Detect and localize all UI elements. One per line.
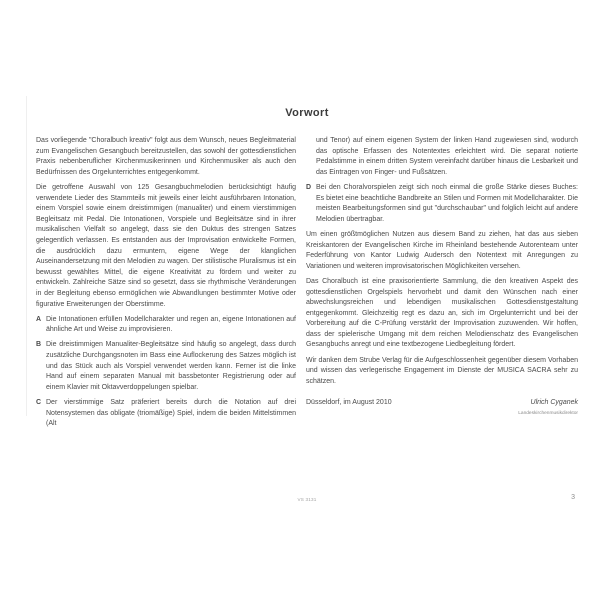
signoff-name: Ulrich Cyganek	[530, 399, 578, 407]
signoff-place-date: Düsseldorf, im August 2010	[306, 399, 392, 407]
list-item-a	[36, 315, 296, 336]
paragraph-intro: Das vorliegende "Choralbuch kreativ" folgt aus dem Wunsch, neues Begleitmaterial zum Evangelischen Gesangbuch bereitzustellen, das sowohl der gottesdienstlichen Praxis nebenberuflicher Kirchenmusikerinnen und Kirchenmusiker als auch den Bedürfnissen des Orgelunterrichtes entgegenkommt.	[36, 137, 296, 176]
signoff-row	[306, 398, 578, 418]
list-item-d	[306, 183, 578, 225]
left-column	[36, 136, 296, 434]
paragraph-purpose: Das Choralbuch ist eine praxisorientierte Sammlung, die den kreativen Aspekt des gottesdienstlichen Orgelspiels hervorhebt und damit den Wünschen nach einer abwechslungsreichen und lebendigen musikalischen Gottesdienstgestaltung entgegenkommt. Gleichzeitig regt es dazu an, sich im Orgelunterricht und bei der Vorbereitung auf die C-Prüfung verstärkt der Improvisation zuzuwenden. Wir hoffen, dass der spielerische Umgang mit dem reichen Melodienschatz des Evangelischen Gesangbuchs anregt und eine textbezogene Liedbegleitung fördert.	[306, 277, 578, 349]
list-item-text: Der vierstimmige Satz präferiert bereits durch die Notation auf drei Notensystemen das obligate (triomäßige) Spiel, indem die beiden Mittelstimmen (Alt	[46, 399, 296, 428]
paragraph-selection: Die getroffene Auswahl von 125 Gesangbuchmelodien berücksichtigt häufig verwendete Lieder des Stammteils mit jeweils einer leicht ausführbaren Intonation, einem Vorspiel sowie einem dreistimmigen (manualiter) und einem vierstimmigen Begleitsatz mit Pedal. Die Intonationen, Vorspiele und Begleitsätze sind in ihrer musikalischen Vielfalt so angelegt, dass sie den Duktus des strengen Satzes gelegentlich verlassen. Es entstanden aus der Improvisation entwickelte Formen, die ausdrücklich dazu ermuntern, eigene Wege der klanglichen Auseinandersetzung mit den Melodien zu wagen. Der stilistische Pluralismus ist ein bewusst gewähltes Mittel, die eigene Kreativität zu fördern und weiter zu entwickeln. Zahlreiche Sätze sind so gesetzt, dass sie rhythmische Veränderungen in der Begleitung ebenso ermöglichen wie Abwandlungen bestimmter Motive oder figurative Erweiterungen der Oberstimme.	[36, 183, 296, 308]
page-number: 3	[571, 494, 575, 501]
two-column-text	[36, 136, 578, 434]
right-column	[306, 136, 578, 434]
paragraph-thanks: Wir danken dem Strube Verlag für die Aufgeschlossenheit gegenüber diesem Vorhaben und wissen das verlegerische Engagement im Dienste der MUSICA SACRA sehr zu schätzen.	[306, 356, 578, 385]
list-item-label: B	[36, 341, 42, 349]
page-edge-shadow	[26, 96, 27, 416]
paragraph-continuation: und Tenor) auf einem eigenen System der linken Hand zugewiesen sind, wodurch das optische Erfassen des Notentextes erleichtert wird. Die separat notierte Pedalstimme in einem dritten System vereinfacht darüber hinaus die Lesbarkeit und das Eintragen von Finger- und Fußsätzen.	[316, 137, 578, 176]
list-item-text: Die Intonationen erfüllen Modellcharakter und regen an, eigene Intonationen auf ähnliche Art und Weise zu improvisieren.	[46, 315, 296, 334]
paragraph-authors: Um einen größtmöglichen Nutzen aus diesem Band zu ziehen, hat das aus sieben Kreiskantoren der Evangelischen Kirche im Rheinland bestehende Autorenteam unter Federführung von Kantor Ludwig Audersch den Notentext mit Anregungen zu Variationen und weiteren improvisatorischen Möglichkeiten versehen.	[306, 230, 578, 270]
list-item-label: C	[36, 399, 42, 407]
list-item-text: Bei den Choralvorspielen zeigt sich noch einmal die große Stärke dieses Buches: Es bietet eine beachtliche Bandbreite an Stilen und Formen mit Modellcharakter. Die meisten Bearbeitungsformen sind gut "durchschaubar" und folglich leicht auf andere Melodien übertragbar.	[316, 183, 578, 223]
list-item-text: Die dreistimmigen Manualiter-Begleitsätze sind häufig so angelegt, dass durch zusätzliche Durchgangsnoten im Bass eine Auflockerung des Satzes möglich ist und das Stück auch als Vorspiel verwendet werden kann. Ferner ist die linke Hand auf einem separaten Manual mit bassbetonter Registrierung oder auf einem Klavier mit Oktavverdoppelungen spielbar.	[46, 341, 296, 391]
signoff-role: Landeskirchenmusikdirektor	[518, 410, 578, 416]
list-item-b	[36, 340, 296, 393]
plate-number: VS 3131	[297, 497, 317, 502]
list-item-c	[36, 398, 296, 430]
list-item-label: D	[306, 183, 312, 191]
page-title: Vorwort	[285, 107, 329, 119]
list-item-label: A	[36, 315, 42, 323]
signoff-signer	[518, 398, 578, 418]
